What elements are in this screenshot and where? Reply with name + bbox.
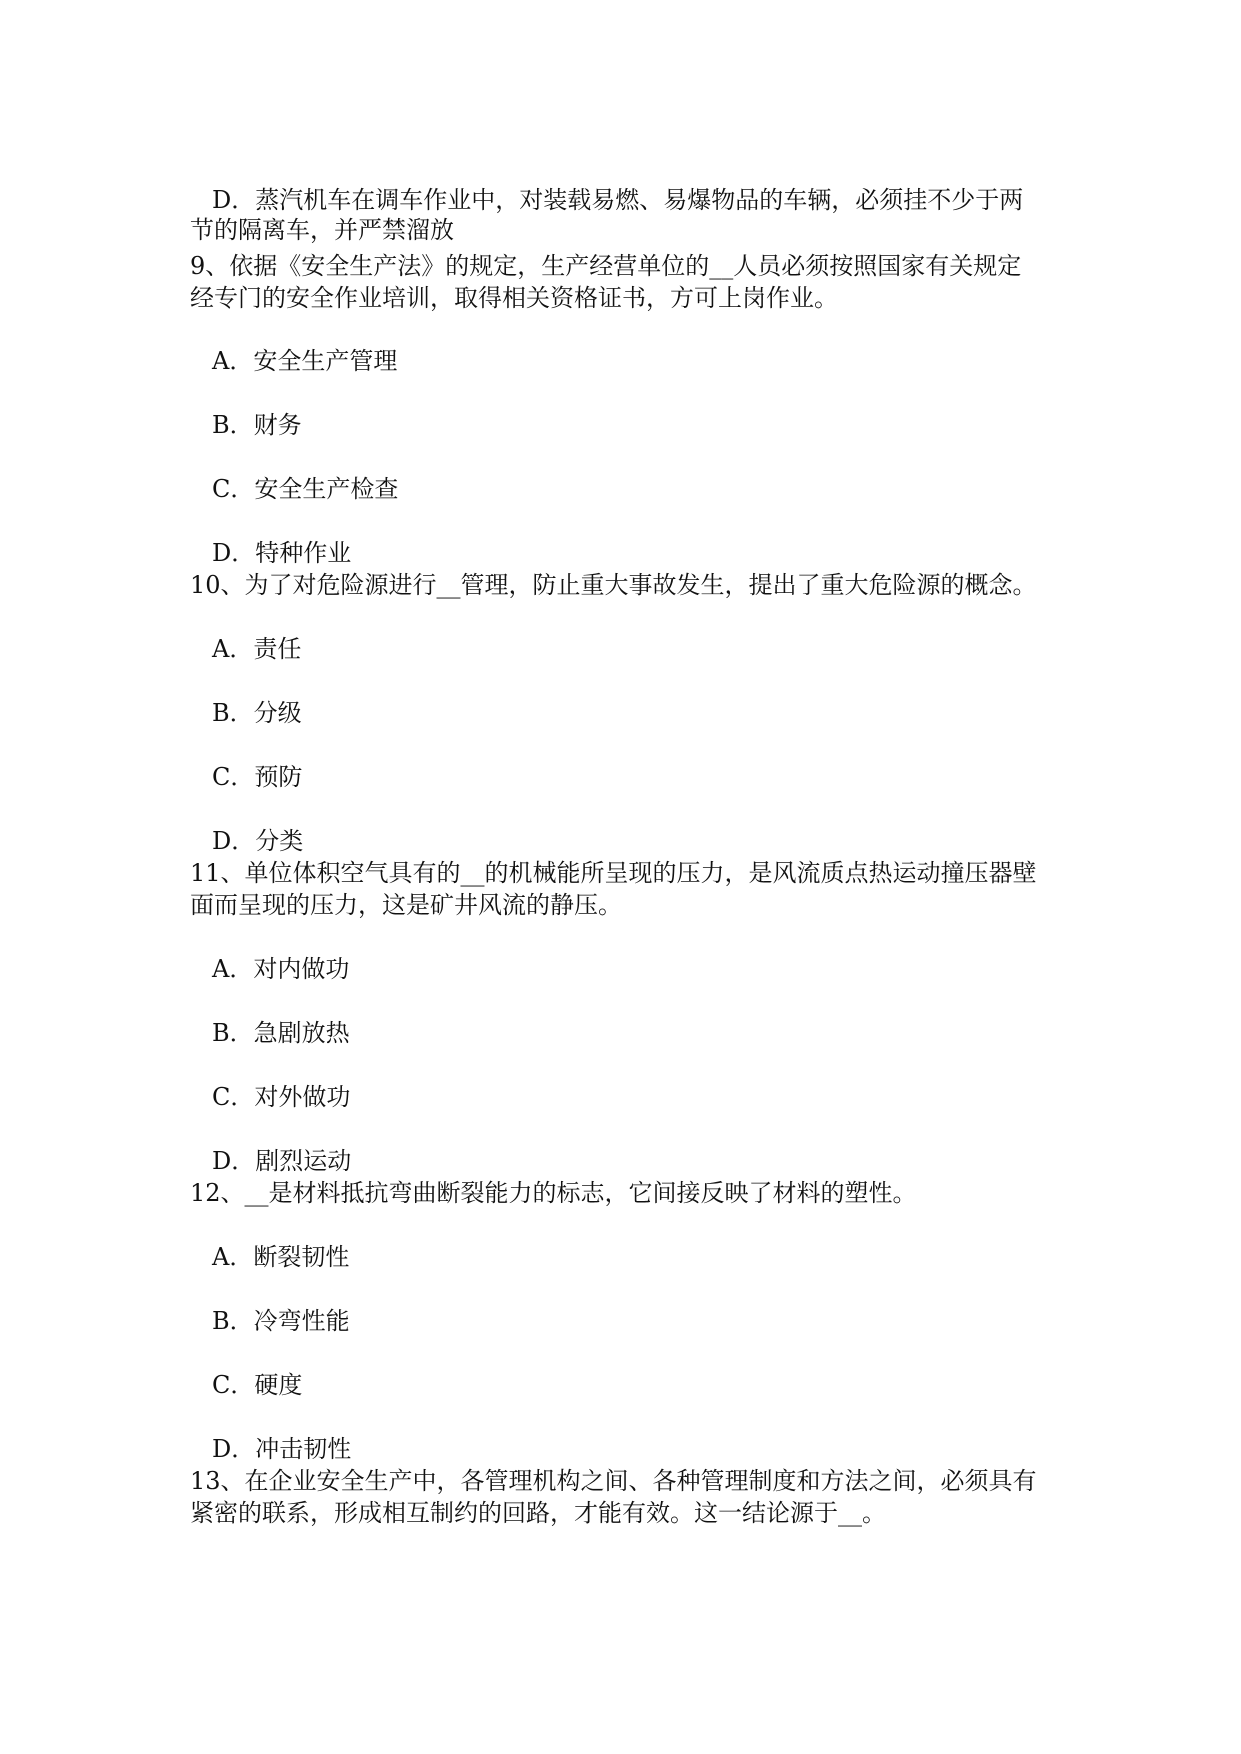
q9-option-c: C．安全生产检查 <box>212 475 399 503</box>
question-9-line2: 经专门的安全作业培训，取得相关资格证书，方可上岗作业。 <box>190 284 838 312</box>
question-10-line1: 10、为了对危险源进行__管理，防止重大事故发生，提出了重大危险源的概念。 <box>190 571 1037 599</box>
q10-option-d: D．分类 <box>212 827 304 855</box>
q12-option-b: B．冷弯性能 <box>212 1307 350 1335</box>
q8-option-d-line2: 节的隔离车，并严禁溜放 <box>190 216 454 244</box>
q8-option-d-line1: D．蒸汽机车在调车作业中，对装载易燃、易爆物品的车辆，必须挂不少于两 <box>212 186 1024 214</box>
question-11-line1: 11、单位体积空气具有的__的机械能所呈现的压力，是风流质点热运动撞压器壁 <box>190 859 1037 887</box>
q11-option-d: D．剧烈运动 <box>212 1147 352 1175</box>
q10-option-b: B．分级 <box>212 699 302 727</box>
question-12-line1: 12、__是材料抵抗弯曲断裂能力的标志，它间接反映了材料的塑性。 <box>190 1179 917 1207</box>
q9-option-d: D．特种作业 <box>212 539 352 567</box>
q12-option-c: C．硬度 <box>212 1371 303 1399</box>
question-9-line1: 9、依据《安全生产法》的规定，生产经营单位的__人员必须按照国家有关规定 <box>190 252 1022 280</box>
q9-option-b: B．财务 <box>212 411 302 439</box>
q11-option-b: B．急剧放热 <box>212 1019 350 1047</box>
question-13-line2: 紧密的联系，形成相互制约的回路，才能有效。这一结论源于__。 <box>190 1499 886 1527</box>
q12-option-d: D．冲击韧性 <box>212 1435 352 1463</box>
q10-option-a: A．责任 <box>212 635 302 663</box>
question-11-line2: 面而呈现的压力，这是矿井风流的静压。 <box>190 891 622 919</box>
q9-option-a: A．安全生产管理 <box>212 347 398 375</box>
q12-option-a: A．断裂韧性 <box>212 1243 350 1271</box>
q10-option-c: C．预防 <box>212 763 303 791</box>
question-13-line1: 13、在企业安全生产中，各管理机构之间、各种管理制度和方法之间，必须具有 <box>190 1467 1037 1495</box>
q11-option-a: A．对内做功 <box>212 955 350 983</box>
q11-option-c: C．对外做功 <box>212 1083 351 1111</box>
